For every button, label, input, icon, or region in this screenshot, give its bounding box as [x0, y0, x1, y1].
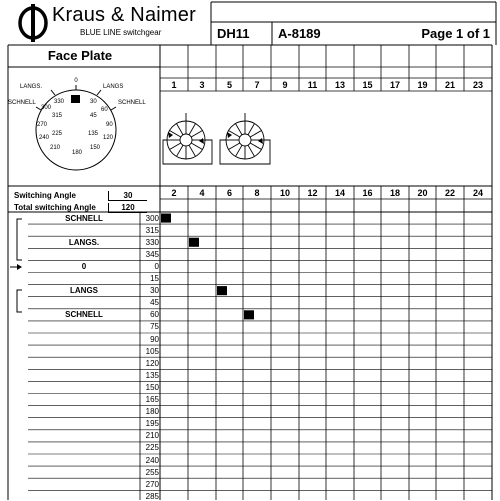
- dial-label-0: 0: [74, 78, 78, 84]
- dial-number: 135: [88, 131, 99, 137]
- terminal-number: 15: [362, 80, 373, 90]
- terminal-number: 4: [199, 188, 205, 198]
- dial-number: 300: [41, 105, 52, 111]
- position-angle: 330: [145, 237, 159, 247]
- terminal-number: 6: [226, 188, 232, 198]
- terminal-number: 20: [417, 188, 428, 198]
- dial-pointer-icon: [71, 95, 80, 103]
- model-number: DH11: [217, 26, 250, 41]
- terminal-number: 7: [254, 80, 260, 90]
- position-label: 0: [81, 261, 87, 271]
- dial-number: 210: [50, 145, 61, 151]
- dial-number: 120: [103, 135, 114, 141]
- contact-closed-mark: [189, 238, 199, 247]
- terminal-number: 9: [282, 80, 288, 90]
- terminal-number: 13: [334, 80, 345, 90]
- contact-closed-mark: [217, 286, 227, 295]
- dial-number: 330: [54, 99, 65, 105]
- position-angle: 60: [150, 310, 159, 320]
- dial-number: 30: [90, 99, 97, 105]
- dial-number: 225: [52, 131, 63, 137]
- position-label: LANGS.: [68, 237, 100, 247]
- terminal-number: 8: [254, 188, 260, 198]
- position-brackets: [0, 212, 30, 322]
- dial-number: 315: [52, 113, 63, 119]
- dial-number: 45: [90, 113, 97, 119]
- terminal-number: 19: [417, 80, 428, 90]
- position-angle: 0: [154, 261, 159, 271]
- position-angle: 225: [145, 443, 159, 453]
- position-angle: 180: [145, 407, 159, 417]
- position-angle: 270: [145, 479, 159, 489]
- brand-name: Kraus & Naimer: [52, 4, 196, 26]
- position-angle: 210: [145, 431, 159, 441]
- position-angle: 45: [150, 298, 159, 308]
- position-angle: 315: [145, 225, 159, 235]
- terminal-number: 3: [199, 80, 205, 90]
- terminal-number: 16: [362, 188, 373, 198]
- position-angle: 240: [145, 455, 159, 465]
- position-angle: 285: [145, 491, 159, 501]
- position-angle: 105: [145, 346, 159, 356]
- total-switching-angle-label: Total switching Angle: [14, 203, 96, 212]
- terminal-number: 17: [389, 80, 400, 90]
- terminal-number: 11: [307, 80, 318, 90]
- terminal-number: 21: [444, 80, 455, 90]
- terminal-number: 22: [444, 188, 455, 198]
- position-angle: 135: [145, 370, 159, 380]
- dial-number: 270: [37, 122, 48, 128]
- dial-label-langs-left: LANGS.: [20, 84, 43, 90]
- contact-closed-mark: [244, 310, 254, 319]
- arrow-right-icon: [17, 264, 22, 270]
- position-angle: 75: [150, 322, 159, 332]
- contact-closed-mark: [161, 214, 171, 223]
- position-angle: 30: [150, 286, 159, 296]
- dial-number: 240: [39, 135, 50, 141]
- terminal-number: 1: [171, 80, 177, 90]
- position-angle: 165: [145, 395, 159, 404]
- page-label: Page 1 of 1: [421, 26, 490, 41]
- dial-label-schnell-left: SCHNELL: [8, 100, 36, 106]
- dial-number: 60: [101, 107, 108, 113]
- terminal-number: 2: [171, 188, 177, 198]
- terminal-number: 23: [472, 80, 483, 90]
- position-angle: 195: [145, 419, 159, 429]
- terminal-number: 12: [307, 188, 318, 198]
- dial-label-schnell-right: SCHNELL: [118, 100, 146, 106]
- terminal-number: 5: [226, 80, 232, 90]
- terminal-number: 18: [389, 188, 400, 198]
- position-angle: 300: [145, 213, 159, 223]
- dial-number: 180: [72, 150, 83, 156]
- terminal-number: 24: [472, 188, 483, 198]
- terminal-number: 10: [279, 188, 290, 198]
- dial-number: 90: [106, 122, 113, 128]
- total-switching-angle-value: 120: [108, 203, 147, 213]
- switching-angle-label: Switching Angle: [14, 191, 76, 200]
- position-angle: 150: [145, 382, 159, 392]
- position-label: LANGS: [70, 286, 98, 296]
- switching-angle-value: 30: [108, 191, 147, 201]
- position-angle: 15: [150, 274, 159, 283]
- position-angle: 120: [145, 358, 159, 368]
- dial-number: 150: [90, 145, 101, 151]
- drawing-number: A-8189: [278, 26, 321, 41]
- face-plate-title: Face Plate: [47, 48, 113, 63]
- position-angle: 255: [145, 467, 159, 477]
- position-angle: 90: [150, 334, 159, 344]
- position-label: SCHNELL: [65, 310, 103, 320]
- contact-diagram: [160, 110, 280, 170]
- terminal-number: 14: [334, 188, 345, 198]
- face-plate-dial: [8, 68, 160, 180]
- position-label: SCHNELL: [65, 213, 103, 223]
- position-angle: 345: [145, 249, 159, 259]
- dial-label-langs-right: LANGS: [103, 84, 124, 90]
- brand-subtitle: BLUE LINE switchgear: [80, 28, 162, 37]
